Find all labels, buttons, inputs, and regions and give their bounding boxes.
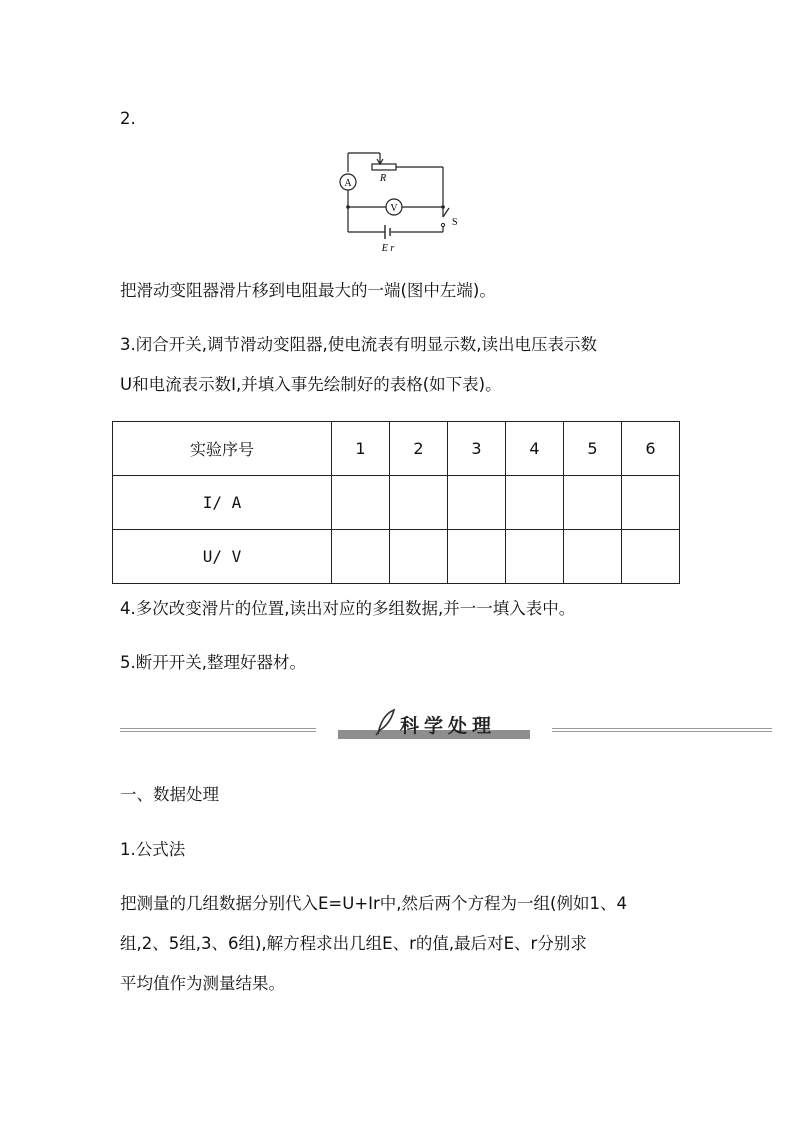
- step-3-line-2: U和电流表示数I,并填入事先绘制好的表格(如下表)。: [120, 375, 502, 394]
- table-cell: [506, 530, 564, 584]
- data-table: [112, 421, 680, 584]
- table-header-row: [113, 422, 680, 476]
- table-row-voltage: [113, 530, 680, 584]
- banner-rule-right: [552, 728, 772, 733]
- row-label-voltage: U/ V: [113, 530, 332, 584]
- step-4-text: 4.多次改变滑片的位置,读出对应的多组数据,并一一填入表中。: [120, 599, 576, 618]
- table-cell: [564, 476, 622, 530]
- table-column-header: 3: [448, 422, 506, 476]
- voltmeter-label: V: [390, 203, 398, 214]
- table-cell: [448, 476, 506, 530]
- formula-paragraph-line-1: 把测量的几组数据分别代入E=U+Ir中,然后两个方程为一组(例如1、4: [120, 894, 627, 913]
- switch-blade: [443, 208, 449, 217]
- table-header-label: 实验序号: [113, 422, 332, 476]
- section-banner: [338, 707, 530, 739]
- junction-dot-right: [441, 205, 445, 209]
- formula-paragraph-line-2: 组,2、5组,3、6组),解方程求出几组E、r的值,最后对E、r分别求: [120, 934, 587, 953]
- table-cell: [390, 530, 448, 584]
- table-column-header: 2: [390, 422, 448, 476]
- table-cell: [622, 530, 680, 584]
- table-cell: [622, 476, 680, 530]
- table-cell: [506, 476, 564, 530]
- step-2-text: 把滑动变阻器滑片移到电阻最大的一端(图中左端)。: [120, 281, 496, 300]
- table-cell: [332, 530, 390, 584]
- ammeter-label: A: [344, 178, 352, 189]
- heading-data-processing: 一、数据处理: [120, 785, 219, 804]
- circuit-diagram: [328, 145, 478, 260]
- table-column-header: 4: [506, 422, 564, 476]
- rheostat-symbol: [372, 164, 396, 170]
- step-2-number: 2.: [120, 109, 136, 128]
- banner-rule-left: [120, 728, 316, 733]
- step-5-text: 5.断开开关,整理好器材。: [120, 653, 306, 672]
- leaf-pen-icon: [372, 708, 398, 736]
- table-cell: [332, 476, 390, 530]
- table-cell: [564, 530, 622, 584]
- table-column-header: 1: [332, 422, 390, 476]
- banner-title: 科学处理: [400, 715, 497, 737]
- battery-label: E r: [381, 243, 395, 254]
- table-cell: [390, 476, 448, 530]
- switch-contact: [441, 223, 444, 226]
- table-column-header: 6: [622, 422, 680, 476]
- junction-dot-left: [346, 205, 350, 209]
- table-column-header: 5: [564, 422, 622, 476]
- table-cell: [448, 530, 506, 584]
- rheostat-label: R: [379, 173, 387, 184]
- switch-label: S: [452, 217, 458, 228]
- row-label-current: I/ A: [113, 476, 332, 530]
- table-row-current: [113, 476, 680, 530]
- step-3-line-1: 3.闭合开关,调节滑动变阻器,使电流表有明显示数,读出电压表示数: [120, 335, 597, 354]
- formula-paragraph-line-3: 平均值作为测量结果。: [120, 974, 285, 993]
- heading-formula-method: 1.公式法: [120, 840, 186, 859]
